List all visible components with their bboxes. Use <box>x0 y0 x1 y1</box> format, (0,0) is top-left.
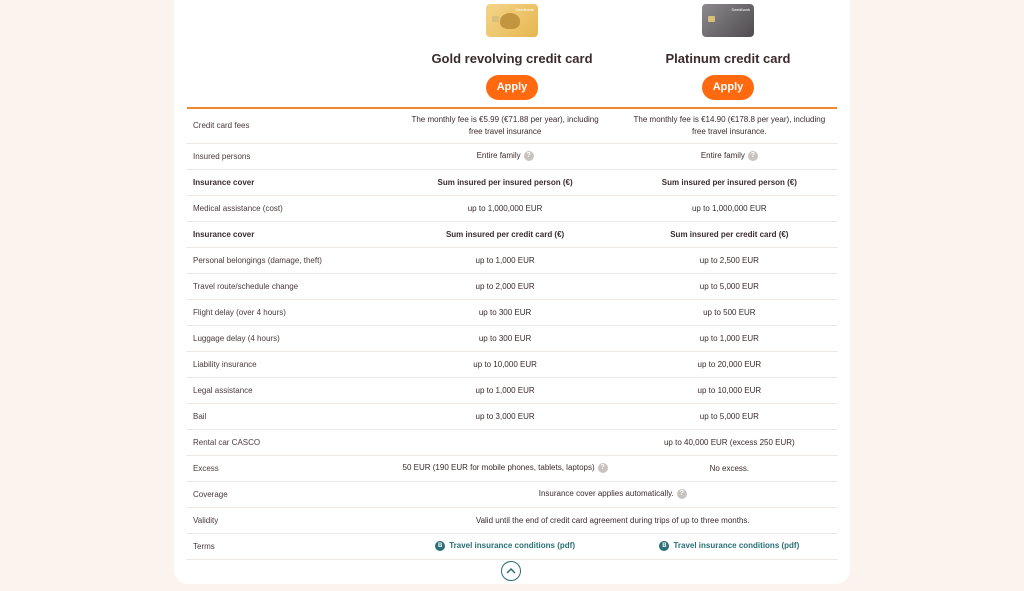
table-row <box>187 325 837 351</box>
platinum-terms-link[interactable] <box>659 541 799 550</box>
row-label: Luggage delay (4 hours) <box>187 325 388 351</box>
gold-value: up to 1,000 EUR <box>388 247 621 273</box>
gold-value: up to 2,000 EUR <box>388 273 621 299</box>
help-icon[interactable]: ? <box>748 151 758 161</box>
table-row <box>187 351 837 377</box>
help-icon[interactable]: ? <box>677 489 687 499</box>
table-row <box>187 195 837 221</box>
chip-icon <box>708 16 715 22</box>
platinum-value: up to 5,000 EUR <box>622 403 837 429</box>
table-row <box>187 169 837 195</box>
platinum-value: up to 10,000 EUR <box>622 377 837 403</box>
chevron-up-icon <box>506 566 516 576</box>
platinum-value: up to 1,000 EUR <box>622 325 837 351</box>
platinum-value: up to 500 EUR <box>622 299 837 325</box>
platinum-value: up to 1,000,000 EUR <box>622 195 837 221</box>
gold-card-title: Gold revolving credit card <box>431 51 593 66</box>
row-label: Legal assistance <box>187 377 388 403</box>
row-label: Insurance cover <box>187 169 388 195</box>
card-brand: Swedbank <box>731 7 750 12</box>
gold-value: up to 10,000 EUR <box>388 351 621 377</box>
scroll-up-button[interactable] <box>501 561 521 581</box>
pdf-file-icon: B <box>435 541 445 551</box>
cards-header <box>0 0 1024 108</box>
row-label: Flight delay (over 4 hours) <box>187 299 388 325</box>
row-label: Medical assistance (cost) <box>187 195 388 221</box>
table-row <box>187 481 837 507</box>
comparison-table <box>187 109 837 560</box>
table-row <box>187 143 837 169</box>
shared-value: Insurance cover applies automatically. <box>538 489 674 499</box>
gold-value: up to 1,000,000 EUR <box>388 195 621 221</box>
gold-card-column <box>402 0 622 100</box>
platinum-value: Entire family <box>700 151 745 161</box>
row-label: Insured persons <box>187 143 388 169</box>
gold-value: Sum insured per insured person (€) <box>388 169 621 195</box>
platinum-value: up to 20,000 EUR <box>622 351 837 377</box>
platinum-value: Sum insured per credit card (€) <box>622 221 837 247</box>
platinum-card-title: Platinum credit card <box>665 51 791 66</box>
gold-terms-link[interactable] <box>435 541 575 550</box>
tree-logo-icon <box>500 13 520 29</box>
table-row <box>187 507 837 533</box>
platinum-value: Sum insured per insured person (€) <box>622 169 837 195</box>
row-label: Validity <box>187 507 388 533</box>
platinum-value: No excess. <box>622 455 837 481</box>
row-label: Liability insurance <box>187 351 388 377</box>
chip-icon <box>492 16 499 22</box>
table-row <box>187 403 837 429</box>
link-label: Travel insurance conditions (pdf) <box>449 541 575 551</box>
row-label: Credit card fees <box>187 109 388 143</box>
row-label: Personal belongings (damage, theft) <box>187 247 388 273</box>
platinum-value: up to 2,500 EUR <box>622 247 837 273</box>
link-label: Travel insurance conditions (pdf) <box>673 541 800 551</box>
card-brand: Swedbank <box>515 7 534 12</box>
gold-value: up to 1,000 EUR <box>388 377 621 403</box>
row-label: Terms <box>187 533 388 559</box>
gold-value: The monthly fee is €5.99 (€71.88 per year), including free travel insurance <box>388 109 621 143</box>
help-icon[interactable]: ? <box>524 151 534 161</box>
gold-value: up to 3,000 EUR <box>388 403 621 429</box>
table-row <box>187 377 837 403</box>
platinum-apply-button[interactable]: Apply <box>702 75 754 100</box>
platinum-value: up to 5,000 EUR <box>622 273 837 299</box>
platinum-value: up to 40,000 EUR (excess 250 EUR) <box>622 429 837 455</box>
table-row <box>187 273 837 299</box>
platinum-card-column <box>618 0 838 100</box>
gold-value: up to 300 EUR <box>388 325 621 351</box>
gold-value <box>388 429 621 455</box>
row-label: Bail <box>187 403 388 429</box>
row-label: Excess <box>187 455 388 481</box>
gold-apply-button[interactable]: Apply <box>486 75 538 100</box>
table-row <box>187 533 837 559</box>
help-icon[interactable]: ? <box>598 463 608 473</box>
row-label: Travel route/schedule change <box>187 273 388 299</box>
platinum-card-image <box>702 4 754 37</box>
gold-card-image <box>486 4 538 37</box>
gold-value: 50 EUR (190 EUR for mobile phones, tablets, laptops) <box>402 463 595 473</box>
platinum-value: The monthly fee is €14.90 (€178.8 per year), including free travel insurance. <box>622 109 837 143</box>
table-row <box>187 247 837 273</box>
shared-value: Valid until the end of credit card agreement during trips of up to three months. <box>388 507 837 533</box>
table-row <box>187 429 837 455</box>
gold-value: up to 300 EUR <box>388 299 621 325</box>
gold-value: Entire family <box>476 151 521 161</box>
row-label: Insurance cover <box>187 221 388 247</box>
pdf-file-icon: B <box>659 541 669 551</box>
row-label: Coverage <box>187 481 388 507</box>
row-label: Rental car CASCO <box>187 429 388 455</box>
table-row <box>187 221 837 247</box>
table-row <box>187 455 837 481</box>
gold-value: Sum insured per credit card (€) <box>388 221 621 247</box>
table-row <box>187 299 837 325</box>
table-row <box>187 109 837 143</box>
